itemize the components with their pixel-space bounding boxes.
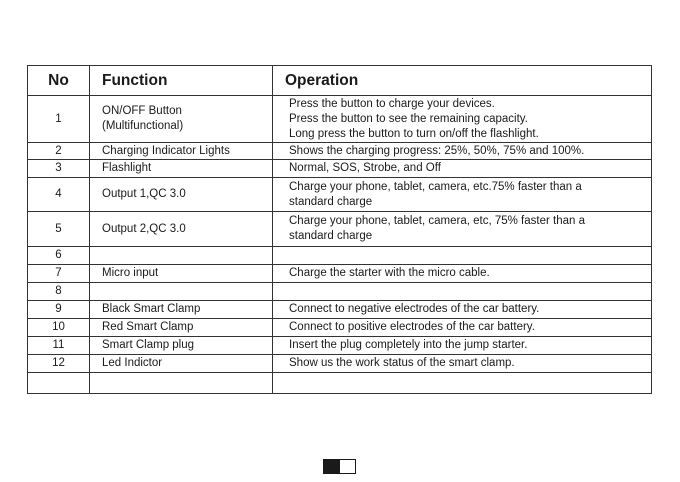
table-row <box>28 247 652 265</box>
table-row <box>28 143 652 160</box>
page-indicator-filled <box>324 460 340 473</box>
function-text: Charging Indicator Lights <box>102 144 230 157</box>
function-text: ON/OFF Button <box>102 105 182 117</box>
function-cell <box>90 143 273 160</box>
function-cell <box>90 355 273 373</box>
row-number: 10 <box>28 319 90 337</box>
operation-cell <box>273 265 652 283</box>
table-row <box>28 283 652 301</box>
function-text: Led Indictor <box>102 357 163 369</box>
function-cell <box>90 337 273 355</box>
row-number: 6 <box>28 247 90 265</box>
operation-text: standard charge <box>289 230 373 242</box>
table-row <box>28 212 652 247</box>
function-table <box>27 65 652 394</box>
table-row <box>28 373 652 394</box>
header-operation: Operation <box>273 66 652 96</box>
function-text: Black Smart Clamp <box>102 303 201 315</box>
operation-cell <box>273 247 652 265</box>
function-text: (Multifunctional) <box>102 120 184 132</box>
row-number: 11 <box>28 337 90 355</box>
function-cell <box>90 96 273 143</box>
row-number: 4 <box>28 178 90 212</box>
operation-text: Charge your phone, tablet, camera, etc.75% faster than a <box>289 180 582 193</box>
operation-cell <box>273 178 652 212</box>
operation-text: Press the button to charge your devices. <box>289 97 495 110</box>
row-number <box>28 373 90 394</box>
operation-cell <box>273 283 652 301</box>
function-text: Micro input <box>102 267 159 279</box>
operation-text: Connect to positive electrodes of the car battery. <box>289 321 535 333</box>
header-function: Function <box>90 66 273 96</box>
table-header-row <box>28 66 652 96</box>
row-number: 3 <box>28 160 90 178</box>
table-row <box>28 178 652 212</box>
function-cell <box>90 212 273 247</box>
table-row <box>28 319 652 337</box>
function-cell <box>90 178 273 212</box>
operation-text: Charge the starter with the micro cable. <box>289 267 490 279</box>
operation-text: Insert the plug completely into the jump starter. <box>289 339 528 351</box>
operation-cell <box>273 355 652 373</box>
operation-text: Charge your phone, tablet, camera, etc, 75% faster than a <box>289 215 585 227</box>
operation-cell <box>273 96 652 143</box>
row-number: 7 <box>28 265 90 283</box>
row-number: 1 <box>28 96 90 143</box>
function-text: Smart Clamp plug <box>102 339 195 351</box>
table-row <box>28 355 652 373</box>
table-row <box>28 301 652 319</box>
operation-text: Long press the button to turn on/off the flashlight. <box>289 127 539 140</box>
page-indicator-empty <box>340 460 356 473</box>
function-cell <box>90 283 273 301</box>
function-cell <box>90 160 273 178</box>
table-row <box>28 160 652 178</box>
row-number: 12 <box>28 355 90 373</box>
operation-cell <box>273 143 652 160</box>
row-number: 2 <box>28 143 90 160</box>
function-cell <box>90 301 273 319</box>
operation-cell <box>273 319 652 337</box>
operation-cell <box>273 301 652 319</box>
operation-cell <box>273 212 652 247</box>
page-indicator <box>323 459 356 474</box>
function-text: Output 1,QC 3.0 <box>102 188 186 200</box>
row-number: 9 <box>28 301 90 319</box>
operation-text: Normal, SOS, Strobe, and Off <box>289 162 441 174</box>
operation-cell <box>273 373 652 394</box>
operation-text: standard charge <box>289 195 373 208</box>
operation-cell <box>273 337 652 355</box>
table-row <box>28 96 652 143</box>
table-row <box>28 265 652 283</box>
operation-text: Show us the work status of the smart clamp. <box>289 357 515 369</box>
row-number: 5 <box>28 212 90 247</box>
function-text: Flashlight <box>102 162 152 174</box>
operation-text: Connect to negative electrodes of the car battery. <box>289 303 540 315</box>
function-text: Red Smart Clamp <box>102 321 194 333</box>
header-no: No <box>28 66 90 96</box>
function-cell <box>90 247 273 265</box>
function-text: Output 2,QC 3.0 <box>102 222 186 235</box>
operation-text: Press the button to see the remaining capacity. <box>289 112 528 125</box>
function-cell <box>90 373 273 394</box>
row-number: 8 <box>28 283 90 301</box>
function-cell <box>90 319 273 337</box>
operation-text: Shows the charging progress: 25%, 50%, 75% and 100%. <box>289 144 585 157</box>
function-cell <box>90 265 273 283</box>
table-row <box>28 337 652 355</box>
operation-cell <box>273 160 652 178</box>
